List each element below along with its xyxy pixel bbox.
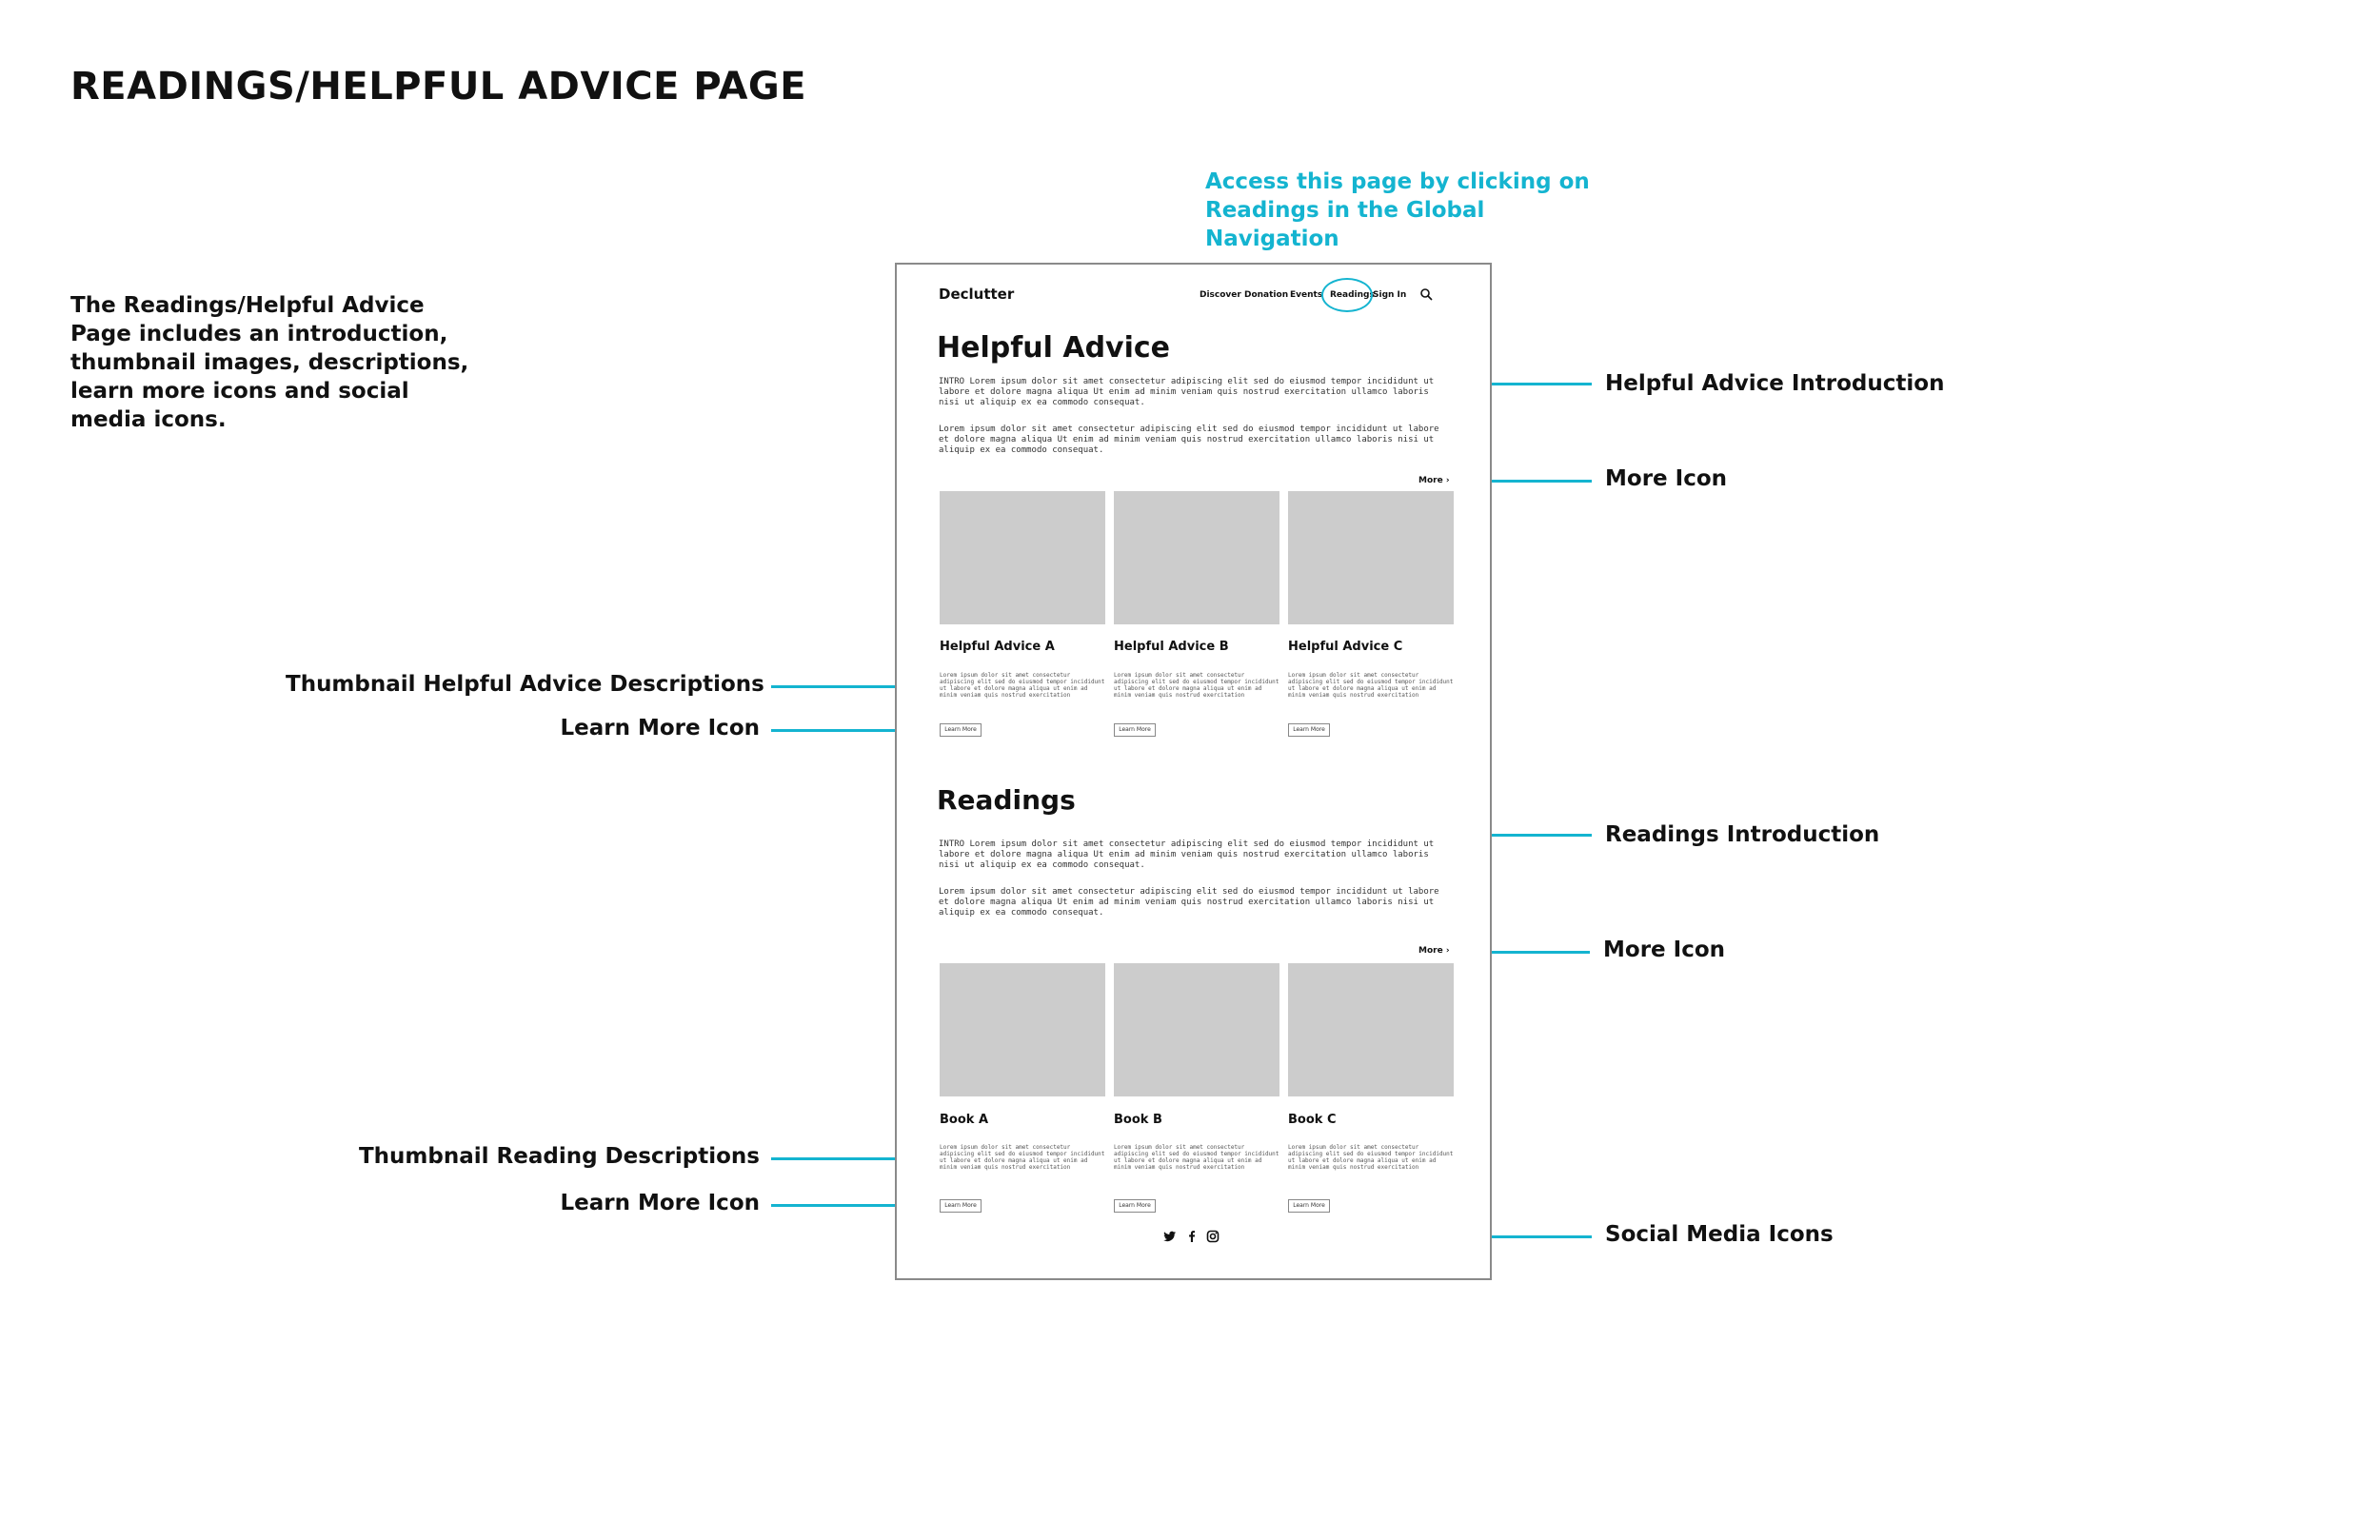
- card-title: Book C: [1288, 1113, 1337, 1127]
- readings-title: Readings: [937, 784, 1076, 816]
- nav-item-sign-in[interactable]: Sign In: [1373, 290, 1407, 300]
- facebook-icon[interactable]: [1185, 1230, 1199, 1243]
- annotation-helpful-intro: Helpful Advice Introduction: [1605, 371, 1945, 396]
- wireframe-page: [895, 263, 1492, 1280]
- thumbnail-image[interactable]: [940, 491, 1105, 624]
- twitter-icon[interactable]: [1163, 1230, 1177, 1243]
- page-title: READINGS/HELPFUL ADVICE PAGE: [70, 65, 807, 109]
- card-description: Lorem ipsum dolor sit amet consectetur adipiscing elit sed do eiusmod tempor incididunt ut labore et dolore magna aliqua ut enim ad minim veniam quis nostrud exercitation: [940, 1144, 1105, 1171]
- more-link[interactable]: [1418, 476, 1450, 485]
- nav-item-events[interactable]: Events: [1290, 290, 1323, 300]
- annotation-learn-more: Learn More Icon: [560, 1191, 760, 1215]
- card-title: Book A: [940, 1113, 989, 1127]
- card-description: Lorem ipsum dolor sit amet consectetur adipiscing elit sed do eiusmod tempor incididunt ut labore et dolore magna aliqua ut enim ad minim veniam quis nostrud exercitation: [940, 672, 1105, 699]
- card-title: Book B: [1114, 1113, 1162, 1127]
- more-link[interactable]: [1418, 946, 1450, 956]
- nav-item-donation[interactable]: Donation: [1244, 290, 1289, 300]
- thumbnail-image[interactable]: [1288, 963, 1454, 1096]
- annotation-more-icon: More Icon: [1603, 938, 1726, 962]
- annotation-readings-intro: Readings Introduction: [1605, 822, 1880, 847]
- chevron-right-icon: ›: [1445, 476, 1450, 485]
- learn-more-button[interactable]: Learn More: [940, 723, 982, 737]
- card-title: Helpful Advice B: [1114, 640, 1229, 654]
- learn-more-button[interactable]: Learn More: [1114, 723, 1156, 737]
- learn-more-button[interactable]: Learn More: [1114, 1199, 1156, 1213]
- thumbnail-image[interactable]: [1288, 491, 1454, 624]
- readings-intro-paragraph: Lorem ipsum dolor sit amet consectetur adipiscing elit sed do eiusmod tempor incididunt ut labore et dolore magna aliqua Ut enim ad minim veniam quis nostrud exercitation ullamco laboris nisi ut aliquip ex ea commodo consequat.: [939, 887, 1439, 918]
- annotation-social-icons: Social Media Icons: [1605, 1222, 1834, 1247]
- thumbnail-image[interactable]: [1114, 963, 1279, 1096]
- card-description: Lorem ipsum dolor sit amet consectetur adipiscing elit sed do eiusmod tempor incididunt ut labore et dolore magna aliqua ut enim ad minim veniam quis nostrud exercitation: [1288, 672, 1454, 699]
- card-title: Helpful Advice A: [940, 640, 1055, 654]
- page-description: The Readings/Helpful Advice Page includes an introduction, thumbnail images, descriptions, learn more icons and social media icons.: [70, 293, 469, 432]
- learn-more-button[interactable]: Learn More: [1288, 1199, 1330, 1213]
- learn-more-button[interactable]: Learn More: [1288, 723, 1330, 737]
- card-description: Lorem ipsum dolor sit amet consectetur adipiscing elit sed do eiusmod tempor incididunt ut labore et dolore magna aliqua ut enim ad minim veniam quis nostrud exercitation: [1114, 672, 1279, 699]
- thumbnail-image[interactable]: [1114, 491, 1279, 624]
- card-title: Helpful Advice C: [1288, 640, 1403, 654]
- search-icon[interactable]: [1419, 287, 1433, 301]
- nav-item-discover[interactable]: Discover: [1200, 290, 1241, 300]
- learn-more-button[interactable]: Learn More: [940, 1199, 982, 1213]
- nav-item-readings[interactable]: Readings: [1330, 290, 1375, 300]
- access-note: Access this page by clicking on Readings in the Global Navigation: [1205, 169, 1590, 251]
- card-description: Lorem ipsum dolor sit amet consectetur adipiscing elit sed do eiusmod tempor incididunt ut labore et dolore magna aliqua ut enim ad minim veniam quis nostrud exercitation: [1114, 1144, 1279, 1171]
- helpful-advice-title: Helpful Advice: [937, 331, 1171, 365]
- logo: Declutter: [939, 286, 1015, 303]
- card-description: Lorem ipsum dolor sit amet consectetur adipiscing elit sed do eiusmod tempor incididunt ut labore et dolore magna aliqua ut enim ad minim veniam quis nostrud exercitation: [1288, 1144, 1454, 1171]
- nav-highlight-circle: [1321, 278, 1373, 312]
- instagram-icon[interactable]: [1206, 1230, 1220, 1243]
- annotation-learn-more: Learn More Icon: [560, 716, 760, 740]
- annotation-thumb-reading-desc: Thumbnail Reading Descriptions: [358, 1144, 760, 1169]
- annotation-thumb-helpful-desc: Thumbnail Helpful Advice Descriptions: [286, 672, 764, 697]
- more-label: More: [1418, 476, 1443, 485]
- annotation-more-icon: More Icon: [1605, 466, 1728, 491]
- thumbnail-image[interactable]: [940, 963, 1105, 1096]
- helpful-advice-intro-paragraph: Lorem ipsum dolor sit amet consectetur adipiscing elit sed do eiusmod tempor incididunt ut labore et dolore magna aliqua Ut enim ad minim veniam quis nostrud exercitation ullamco laboris nisi ut aliquip ex ea commodo consequat.: [939, 424, 1439, 455]
- helpful-advice-intro: INTRO Lorem ipsum dolor sit amet consectetur adipiscing elit sed do eiusmod tempor incididunt ut labore et dolore magna aliqua Ut enim ad minim veniam quis nostrud exercitation ullamco laboris nisi ut aliquip ex ea commodo consequat.: [939, 377, 1435, 407]
- chevron-right-icon: ›: [1445, 946, 1450, 956]
- readings-intro: INTRO Lorem ipsum dolor sit amet consectetur adipiscing elit sed do eiusmod tempor incididunt ut labore et dolore magna aliqua Ut enim ad minim veniam quis nostrud exercitation ullamco laboris nisi ut aliquip ex ea commodo consequat.: [939, 839, 1435, 870]
- more-label: More: [1418, 946, 1443, 956]
